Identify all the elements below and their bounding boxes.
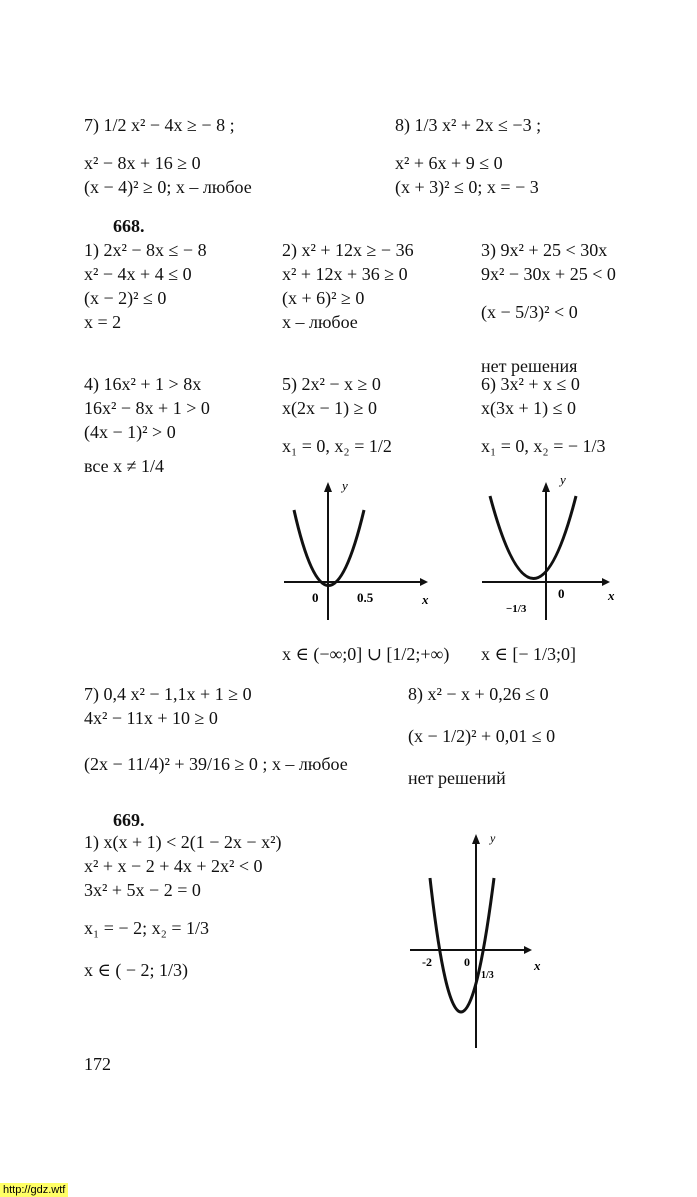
line: все x ≠ 1/4 [84, 456, 164, 476]
x-label: x [608, 588, 615, 603]
root-label: 0.5 [357, 590, 374, 605]
line: x(3x + 1) ≤ 0 [481, 398, 577, 418]
line: (2x − 11/4)² + 39/16 ≥ 0 ; x – любое [84, 754, 348, 774]
y-label: y [490, 831, 496, 845]
watermark[interactable]: http://gdz.wtf [0, 1183, 68, 1197]
root2-label: 1/3 [481, 970, 494, 981]
line: x = 2 [84, 312, 122, 332]
line: 1) 2x² − 8x ≤ − 8 [84, 240, 207, 260]
answer-668-6: x ∈ [− 1/3;0] [481, 644, 576, 664]
problem-668-heading: 668. [113, 216, 145, 236]
problem-668-2 [282, 238, 414, 334]
line: 7) 1/2 x² − 4x ≥ − 8 ; [84, 115, 235, 135]
x-axis-arrow-icon [420, 578, 428, 586]
y-label: y [342, 478, 348, 493]
root1-label: -2 [422, 955, 432, 969]
line: x₁ = − 2; x₂ = 1/3 [84, 918, 210, 938]
line: 4x² − 11x + 10 ≥ 0 [84, 708, 218, 728]
line: x² − 8x + 16 ≥ 0 [84, 153, 201, 173]
line: x² + x − 2 + 4x + 2x² < 0 [84, 856, 263, 876]
line: 8) 1/3 x² + 2x ≤ −3 ; [395, 115, 542, 135]
line: (x − 1/2)² + 0,01 ≤ 0 [408, 726, 556, 746]
line: x² + 6x + 9 ≤ 0 [395, 153, 503, 173]
line: 5) 2x² − x ≥ 0 [282, 374, 381, 394]
top-problem-8 [395, 113, 541, 199]
line: x² − 4x + 4 ≤ 0 [84, 264, 192, 284]
problem-668-6 [481, 372, 606, 458]
top-problem-7 [84, 113, 252, 199]
x-label: x [534, 958, 541, 973]
graph-668-5 [280, 476, 440, 626]
page-number: 172 [84, 1054, 111, 1074]
y-label: y [560, 476, 566, 487]
line: 6) 3x² + x ≤ 0 [481, 374, 580, 394]
line: 1) x(x + 1) < 2(1 − 2x − x²) [84, 832, 282, 852]
line: 4) 16x² + 1 > 8x [84, 374, 202, 394]
y-axis-arrow-icon [542, 482, 550, 492]
line: (x + 3)² ≤ 0; x = − 3 [395, 177, 539, 197]
line: (4x − 1)² > 0 [84, 422, 176, 442]
line: x² + 12x + 36 ≥ 0 [282, 264, 408, 284]
x-axis-arrow-icon [602, 578, 610, 586]
line: x₁ = 0, x₂ = − 1/3 [481, 436, 606, 456]
line: 3) 9x² + 25 < 30x [481, 240, 608, 260]
line: x – любое [282, 312, 358, 332]
graph-668-6 [478, 476, 628, 626]
line: 7) 0,4 x² − 1,1x + 1 ≥ 0 [84, 684, 252, 704]
root-label: −1/3 [506, 603, 527, 615]
line: 16x² − 8x + 1 > 0 [84, 398, 210, 418]
problem-668-4 [84, 372, 210, 478]
line: нет решения [481, 356, 578, 376]
answer-668-5: x ∈ (−∞;0] ∪ [1/2;+∞) [282, 644, 450, 664]
problem-668-3 [481, 238, 616, 378]
line: нет решений [408, 768, 506, 788]
parabola [490, 496, 576, 579]
origin-label: 0 [312, 590, 319, 605]
problem-669-1 [84, 830, 281, 982]
x-axis-arrow-icon [524, 946, 532, 954]
graph-669-1 [404, 826, 554, 1052]
line: x(2x − 1) ≥ 0 [282, 398, 378, 418]
origin-label: 0 [558, 586, 565, 601]
line: x₁ = 0, x₂ = 1/2 [282, 436, 392, 456]
y-axis-arrow-icon [472, 834, 480, 844]
x-label: x [422, 592, 429, 607]
line: 3x² + 5x − 2 = 0 [84, 880, 201, 900]
problem-668-7 [84, 682, 348, 776]
parabola [430, 878, 494, 1012]
line: (x + 6)² ≥ 0 [282, 288, 365, 308]
y-axis-arrow-icon [324, 482, 332, 492]
line: 8) x² − x + 0,26 ≤ 0 [408, 684, 549, 704]
line: (x − 4)² ≥ 0; x – любое [84, 177, 252, 197]
problem-668-5 [282, 372, 392, 458]
line: x ∈ ( − 2; 1/3) [84, 960, 188, 980]
problem-668-8 [408, 682, 555, 790]
line: 9x² − 30x + 25 < 0 [481, 264, 616, 284]
problem-668-1 [84, 238, 207, 334]
problem-669-heading: 669. [113, 810, 145, 830]
line: (x − 5/3)² < 0 [481, 302, 578, 322]
origin-label: 0 [464, 955, 470, 969]
line: (x − 2)² ≤ 0 [84, 288, 167, 308]
line: 2) x² + 12x ≥ − 36 [282, 240, 414, 260]
